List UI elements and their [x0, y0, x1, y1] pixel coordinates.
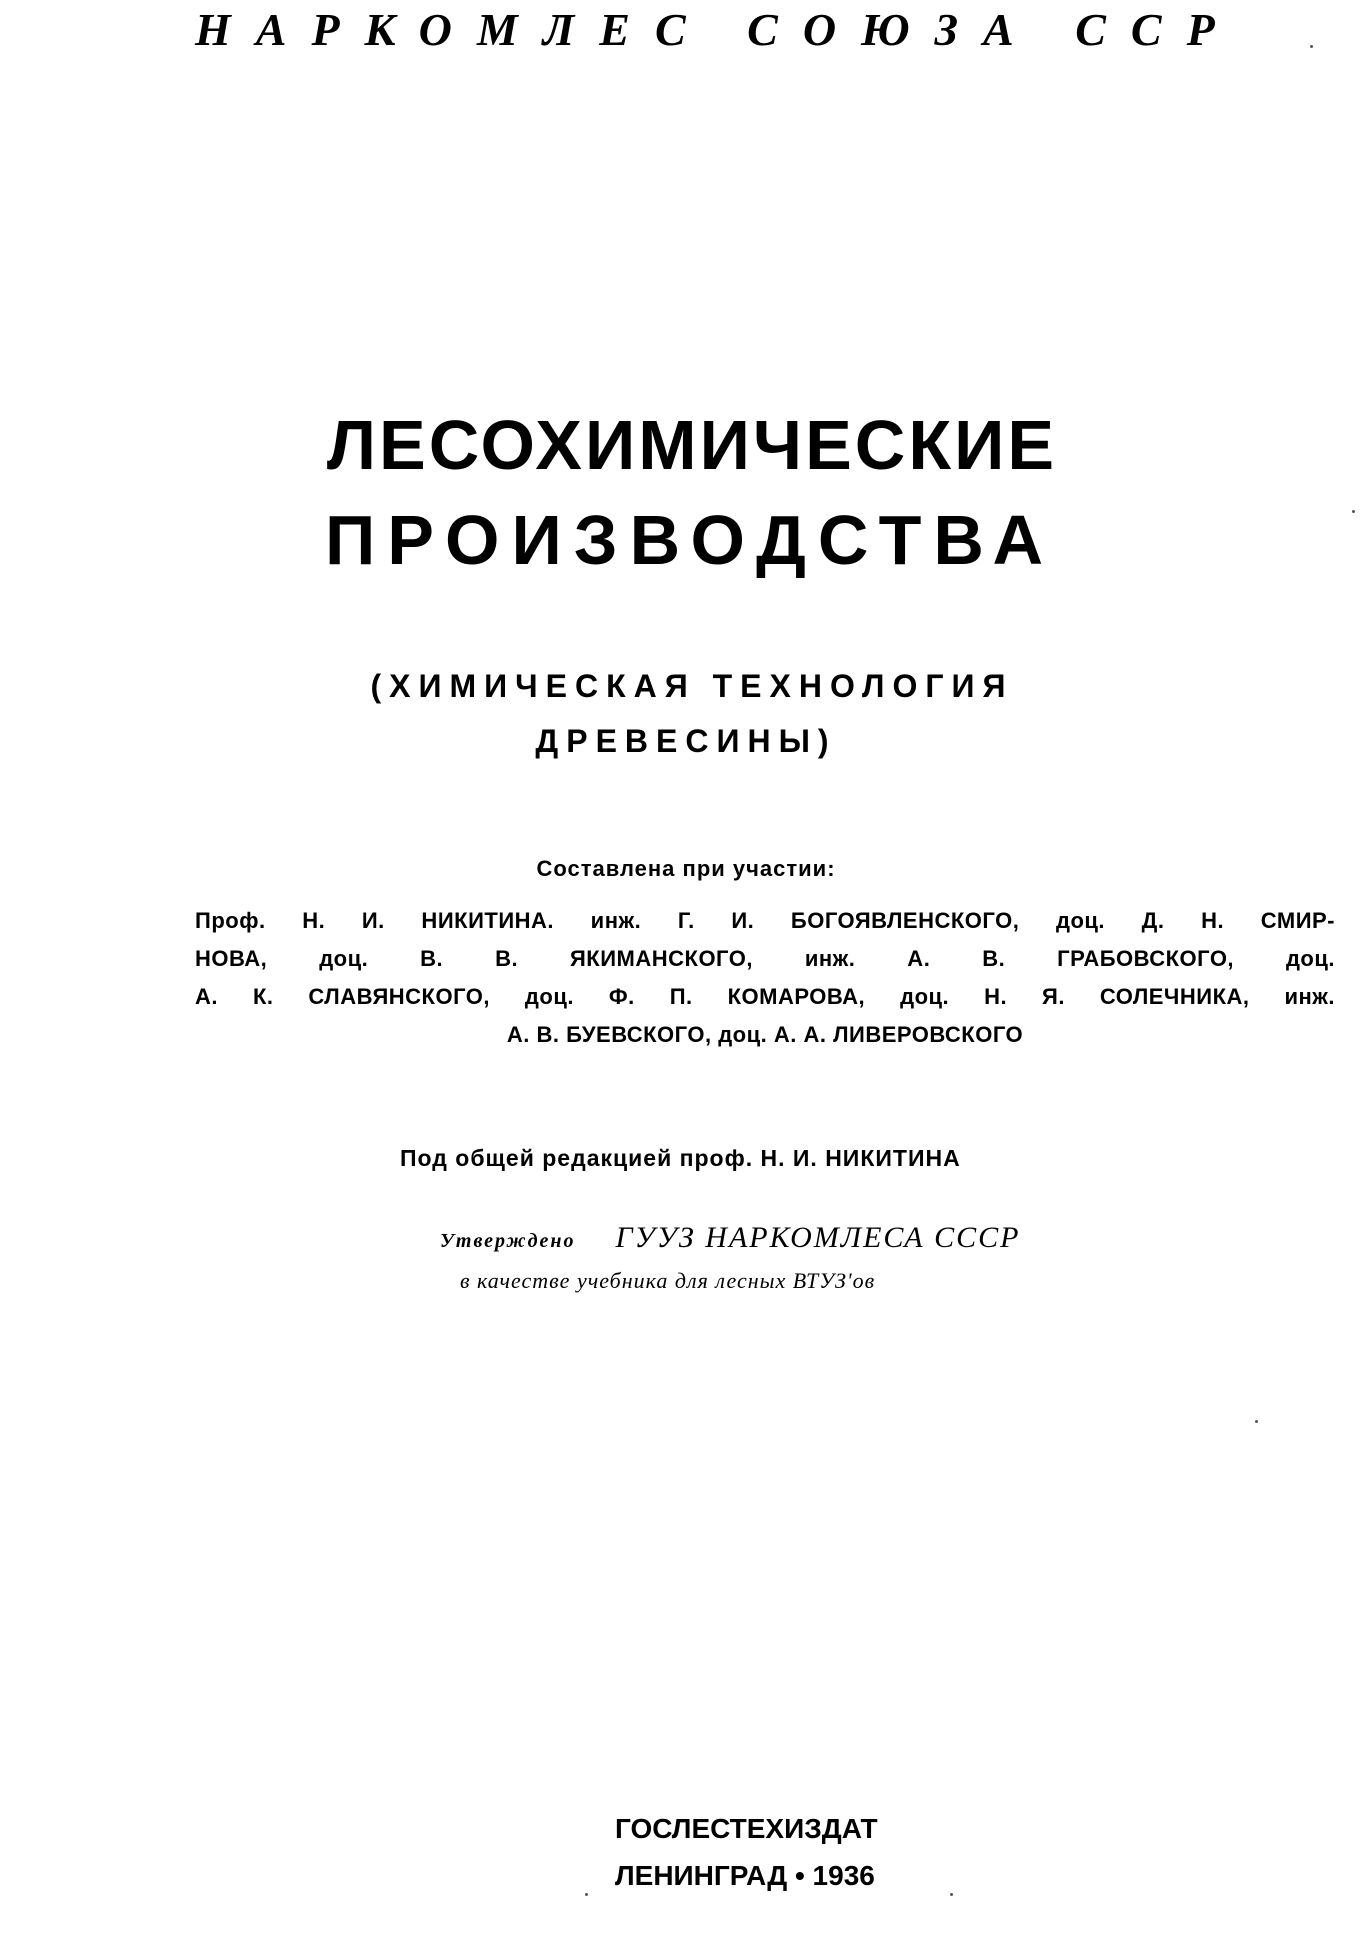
book-title-line-1: ЛЕСОХИМИЧЕСКИЕ: [326, 406, 1058, 484]
scan-speck: [950, 1893, 953, 1896]
imprint-city-year: ЛЕНИНГРАД • 1936: [615, 1860, 875, 1891]
subtitle-line-1: (ХИМИЧЕСКАЯ ТЕХНОЛОГИЯ: [370, 668, 1014, 704]
authors-line: Проф. Н. И. НИКИТИНА. инж. Г. И. БОГОЯВЛЕНСКОГО, доц. Д. Н. СМИР-: [195, 908, 1335, 933]
publisher-header: НАРКОМЛЕС СОЮЗА ССР: [195, 4, 1240, 55]
authors-line: НОВА, доц. В. В. ЯКИМАНСКОГО, инж. А. В. ГРАБОВСКОГО, доц.: [195, 946, 1335, 971]
imprint-publisher: ГОСЛЕСТЕХИЗДАТ: [615, 1813, 878, 1844]
general-editor: Под общей редакцией проф. Н. И. НИКИТИНА: [400, 1145, 961, 1171]
scan-speck: [1255, 1420, 1258, 1423]
book-title-line-2: ПРОИЗВОДСТВА: [324, 501, 1056, 579]
approval-block: [440, 1218, 1020, 1301]
approval-org: ГУУЗ НАРКОМЛЕСА СССР: [615, 1221, 1021, 1254]
authors-block: [195, 902, 1335, 1054]
approval-purpose: в качестве учебника для лесных ВТУЗ'ов: [460, 1268, 876, 1293]
approval-prefix: Утверждено: [440, 1230, 576, 1252]
authors-line: А. К. СЛАВЯНСКОГО, доц. Ф. П. КОМАРОВА, доц. Н. Я. СОЛЕЧНИКА, инж.: [195, 984, 1335, 1009]
subtitle-line-2: ДРЕВЕСИНЫ): [535, 723, 837, 759]
scan-speck: [1310, 45, 1313, 48]
authors-line: А. В. БУЕВСКОГО, доц. А. А. ЛИВЕРОВСКОГО: [506, 1022, 1024, 1047]
compiled-label: Составлена при участии:: [536, 856, 836, 881]
scan-speck: [585, 1893, 588, 1896]
scan-speck: [1352, 510, 1355, 513]
